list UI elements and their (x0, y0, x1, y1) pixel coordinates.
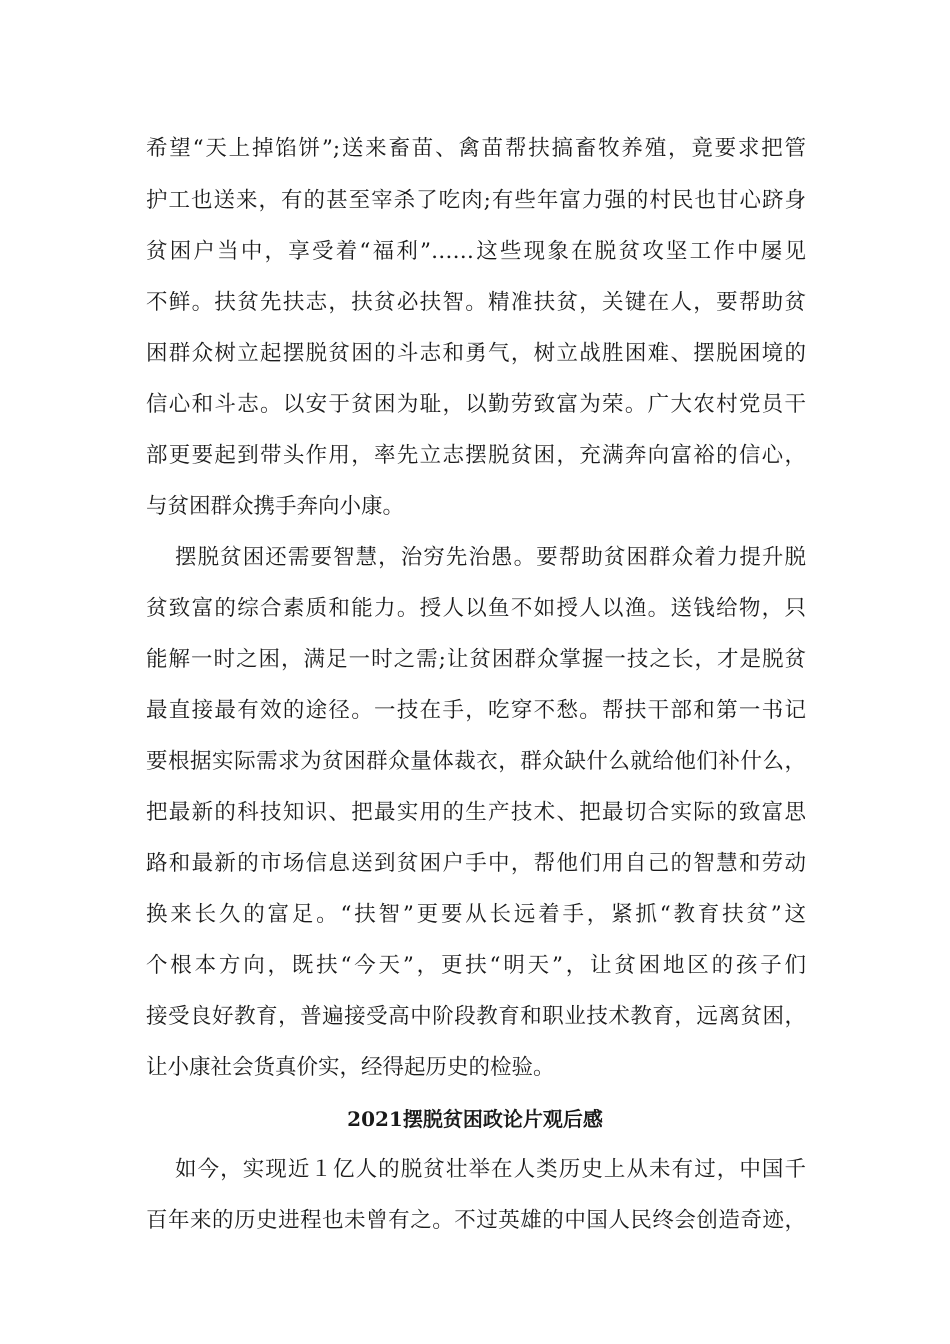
paragraph-line: 摆脱贫困还需要智慧，治穷先治愚。要帮助贫困群众着力提升脱 (175, 545, 806, 570)
paragraph-line: 路和最新的市场信息送到贫困户手中，帮他们用自己的智慧和劳动 (146, 851, 806, 876)
paragraph-line: 贫致富的综合素质和能力。授人以鱼不如授人以渔。送钱给物，只 (146, 596, 806, 621)
paragraph-line: 希望“天上掉馅饼”;送来畜苗、禽苗帮扶搞畜牧养殖，竟要求把管 (146, 136, 806, 161)
paragraph-line: 要根据实际需求为贫困群众量体裁衣，群众缺什么就给他们补什么， (146, 749, 806, 774)
paragraph-line: 能解一时之困，满足一时之需;让贫困群众掌握一技之长，才是脱贫 (146, 647, 806, 672)
paragraph-line: 接受良好教育，普遍接受高中阶段教育和职业技术教育，远离贫困， (146, 1004, 806, 1029)
paragraph-line: 百年来的历史进程也未曾有之。不过英雄的中国人民终会创造奇迹， (146, 1208, 806, 1233)
paragraph-line: 护工也送来，有的甚至宰杀了吃肉;有些年富力强的村民也甘心跻身 (146, 188, 806, 213)
paragraph-line: 最直接最有效的途径。一技在手，吃穿不愁。帮扶干部和第一书记 (146, 698, 806, 723)
paragraph-line: 换来长久的富足。“扶智”更要从长远着手，紧抓“教育扶贫”这 (146, 902, 806, 927)
paragraph-line: 不鲜。扶贫先扶志，扶贫必扶智。精准扶贫，关键在人，要帮助贫 (146, 290, 806, 315)
paragraph-line: 部更要起到带头作用，率先立志摆脱贫困，充满奔向富裕的信心， (146, 443, 806, 468)
paragraph-line: 与贫困群众携手奔向小康。 (146, 494, 405, 519)
paragraph-line: 让小康社会货真价实，经得起历史的检验。 (146, 1055, 555, 1080)
paragraph-line: 信心和斗志。以安于贫困为耻，以勤劳致富为荣。广大农村党员干 (146, 392, 806, 417)
paragraph-line: 贫困户当中，享受着“福利”……这些现象在脱贫攻坚工作中屡见 (146, 239, 806, 264)
paragraph-line: 困群众树立起摆脱贫困的斗志和勇气，树立战胜困难、摆脱困境的 (146, 341, 806, 366)
paragraph-line: 个根本方向，既扶“今天”，更扶“明天”，让贫困地区的孩子们 (146, 953, 806, 978)
section-heading: 2021摆脱贫困政论片观后感 (347, 1107, 603, 1131)
paragraph-line: 如今，实现近１亿人的脱贫壮举在人类历史上从未有过，中国千 (175, 1157, 806, 1182)
paragraph-line: 把最新的科技知识、把最实用的生产技术、把最切合实际的致富思 (146, 800, 806, 825)
